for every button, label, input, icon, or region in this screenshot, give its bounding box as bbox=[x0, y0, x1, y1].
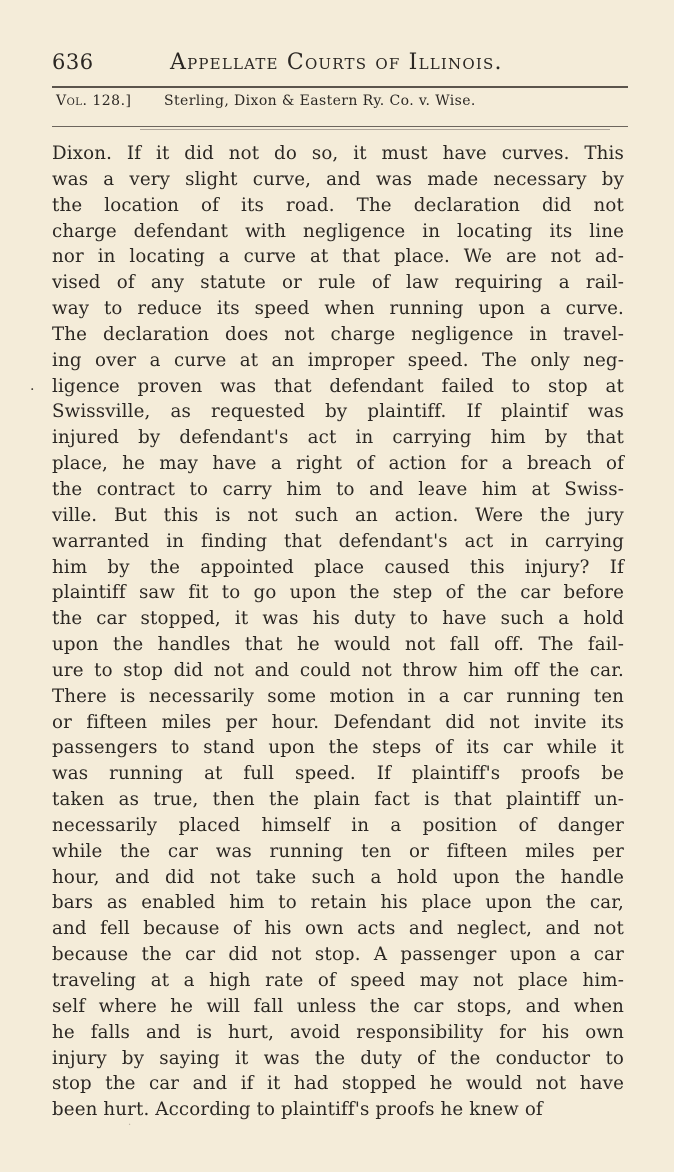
text-line: or fifteen miles per hour. Defendant did not invite its bbox=[52, 711, 624, 733]
case-citation bbox=[56, 93, 626, 113]
text-line: was a very slight curve, and was made necessary by bbox=[52, 168, 624, 190]
margin-mark: . bbox=[30, 378, 35, 394]
text-line: There is necessarily some motion in a car running ten bbox=[52, 685, 624, 707]
text-line: was running at full speed. If plaintiff's proofs be bbox=[52, 763, 624, 785]
case-title: Sterling, Dixon & Eastern Ry. Co. v. Wise. bbox=[164, 93, 476, 109]
text-line: bars as enabled him to retain his place upon the car, bbox=[52, 892, 624, 914]
text-line: The declaration does not charge negligence in travel- bbox=[52, 323, 624, 345]
text-line: while the car was running ten or fifteen miles per bbox=[52, 840, 624, 862]
text-line: way to reduce its speed when running upon a curve. bbox=[52, 298, 624, 320]
text-line: passengers to stand upon the steps of its car while it bbox=[52, 737, 624, 759]
running-head bbox=[52, 50, 628, 84]
citation-rule-inner bbox=[140, 129, 610, 130]
text-line: because the car did not stop. A passenger upon a car bbox=[52, 944, 624, 966]
text-line: stop the car and if it had stopped he would not have bbox=[52, 1073, 624, 1095]
paper-speck: · bbox=[128, 1120, 132, 1131]
text-line: ure to stop did not and could not throw him off the car. bbox=[52, 659, 624, 681]
text-line: ing over a curve at an improper speed. The only neg- bbox=[52, 349, 624, 371]
text-line: hour, and did not take such a hold upon the handle bbox=[52, 866, 624, 888]
text-line: the location of its road. The declaration did not bbox=[52, 194, 624, 216]
text-line: charge defendant with negligence in locating its line bbox=[52, 220, 624, 242]
text-line: ville. But this is not such an action. Were the jury bbox=[52, 504, 624, 526]
text-line: injured by defendant's act in carrying him by that bbox=[52, 427, 624, 449]
text-line: Swissville, as requested by plaintiff. If plaintif was bbox=[52, 401, 624, 423]
text-line: him by the appointed place caused this injury? If bbox=[52, 556, 624, 578]
text-line: ligence proven was that defendant failed to stop at bbox=[52, 375, 624, 397]
text-line: nor in locating a curve at that place. We are not ad- bbox=[52, 246, 624, 268]
text-line: the car stopped, it was his duty to have such a hold bbox=[52, 608, 624, 630]
opinion-text bbox=[52, 141, 624, 1123]
text-line: injury by saying it was the duty of the conductor to bbox=[52, 1047, 624, 1069]
text-line: he falls and is hurt, avoid responsibility for his own bbox=[52, 1021, 624, 1043]
header-rule bbox=[52, 86, 628, 88]
text-line: plaintiff saw fit to go upon the step of the car before bbox=[52, 582, 624, 604]
text-line: vised of any statute or rule of law requiring a rail- bbox=[52, 272, 624, 294]
page-title: Appellate Courts of Illinois. bbox=[170, 50, 503, 75]
text-line: and fell because of his own acts and neglect, and not bbox=[52, 918, 624, 940]
text-line: Dixon. If it did not do so, it must have curves. This bbox=[52, 143, 624, 164]
text-line: been hurt. According to plaintiff's proofs he knew of bbox=[52, 1099, 543, 1121]
text-line: traveling at a high rate of speed may not place him- bbox=[52, 970, 624, 991]
volume-label: Vol. 128.] bbox=[56, 93, 132, 109]
text-line: taken as true, then the plain fact is that plaintiff un- bbox=[52, 789, 624, 811]
text-line: self where he will fall unless the car stops, and when bbox=[52, 995, 624, 1017]
text-line: warranted in finding that defendant's act in carrying bbox=[52, 530, 624, 552]
page-number: 636 bbox=[52, 50, 94, 74]
text-line: the contract to carry him to and leave him at Swiss- bbox=[52, 478, 624, 500]
text-line: necessarily placed himself in a position of danger bbox=[52, 814, 624, 836]
citation-rule bbox=[52, 126, 628, 127]
text-line: upon the handles that he would not fall off. The fail- bbox=[52, 634, 624, 656]
text-line: place, he may have a right of action for a breach of bbox=[52, 453, 624, 475]
